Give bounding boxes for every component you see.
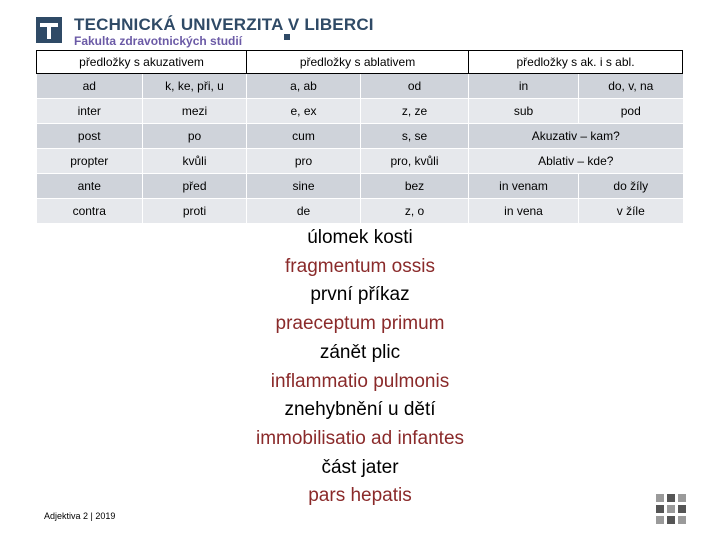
table-cell: proti [143,199,247,224]
table-cell: bez [361,174,469,199]
phrase-czech: znehybnění u dětí [284,399,436,421]
table-row [37,149,683,174]
slide-footer: Adjektiva 2 | 2019 [44,511,116,521]
table-cell: sine [247,174,361,199]
table-cell: post [37,124,143,149]
table-cell: e, ex [247,99,361,124]
table-cell: in venam [469,174,579,199]
table-cell: in vena [469,199,579,224]
header-accusative: předložky s akuzativem [37,51,247,74]
table-header-row [37,51,683,74]
table-cell: a, ab [247,74,361,99]
table-cell: s, se [361,124,469,149]
table-cell: de [247,199,361,224]
table-cell: ad [37,74,143,99]
table-row [37,199,683,224]
phrase-latin: pars hepatis [308,485,412,507]
university-name: TECHNICKÁ UNIVERZITA V LIBERCI [74,15,374,34]
table-cell: propter [37,149,143,174]
table-row [37,74,683,99]
table-cell: do žíly [579,174,683,199]
table-cell: ante [37,174,143,199]
table-cell: do, v, na [579,74,683,99]
table-cell: contra [37,199,143,224]
header-ablative: předložky s ablativem [247,51,469,74]
phrase-czech: první příkaz [310,284,410,306]
table-cell: inter [37,99,143,124]
corner-grid-logo-icon [656,494,686,524]
table-cell: Akuzativ – kam? [469,124,683,149]
table-cell: Ablativ – kde? [469,149,683,174]
table-cell: cum [247,124,361,149]
header-both: předložky s ak. i s abl. [469,51,683,74]
table-row [37,99,683,124]
table-row [37,124,683,149]
faculty-name: Fakulta zdravotnických studií [74,34,243,48]
table-cell: z, o [361,199,469,224]
phrase-latin: fragmentum ossis [285,255,435,277]
table-cell: před [143,174,247,199]
table-cell: k, ke, při, u [143,74,247,99]
logo-square-mark [284,34,290,40]
table-cell: po [143,124,247,149]
table-cell: pro, kvůli [361,149,469,174]
phrase-czech: úlomek kosti [307,227,413,248]
university-logo [36,15,374,49]
table-cell: od [361,74,469,99]
table-cell: pod [579,99,683,124]
table-cell: in [469,74,579,99]
table-cell: v žíle [579,199,683,224]
prepositions-table [36,50,683,224]
table-cell: pro [247,149,361,174]
phrase-latin: praeceptum primum [275,313,445,335]
phrase-czech: část jater [321,456,399,478]
phrase-czech: zánět plic [319,341,401,363]
table-cell: z, ze [361,99,469,124]
phrase-latin: inflammatio pulmonis [270,370,450,392]
phrase-list [200,224,520,511]
table-cell: sub [469,99,579,124]
table-cell: mezi [143,99,247,124]
table-row [37,174,683,199]
table-cell: kvůli [143,149,247,174]
university-emblem-icon [36,17,62,43]
phrase-latin: immobilisatio ad infantes [255,427,465,449]
